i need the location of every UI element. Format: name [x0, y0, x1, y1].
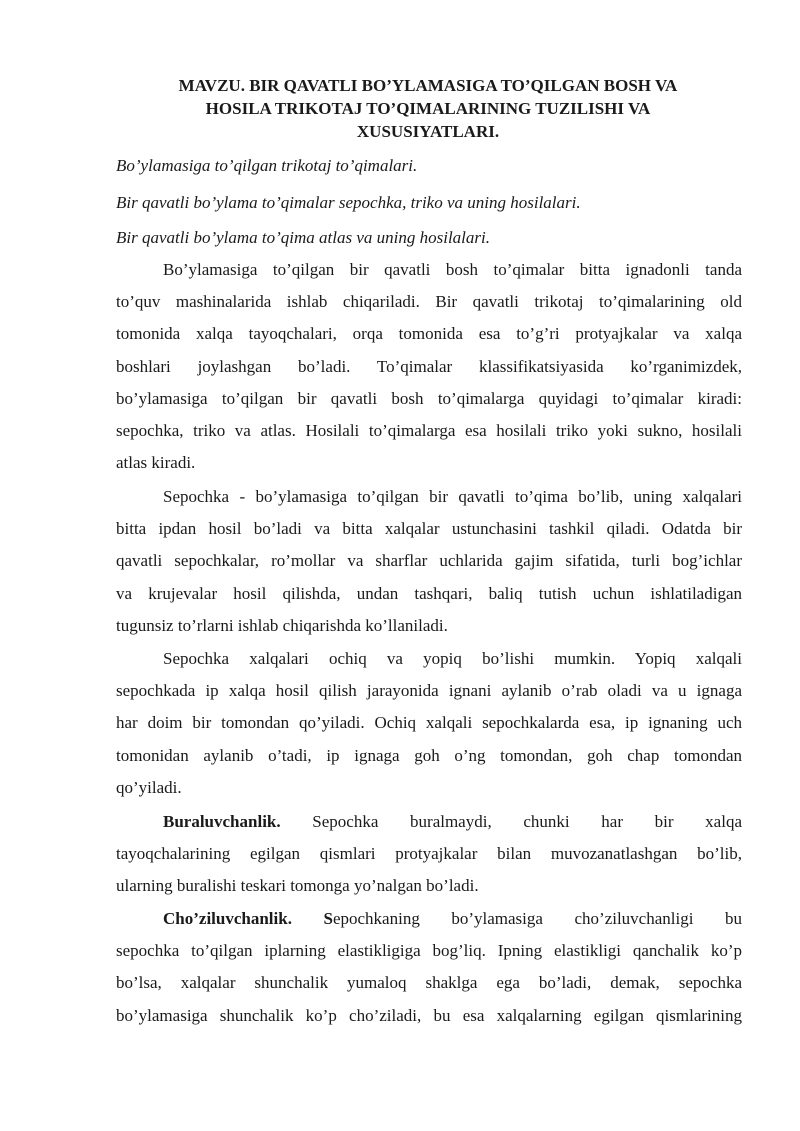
- document-title: [110, 74, 746, 143]
- title-line-1: MAVZU. BIR QAVATLI BO’YLAMASIGA TO’QILGAN BOSH VA: [178, 76, 678, 95]
- paragraph-line: sepochka, triko va atlas. Hosilali to’qimalarga esa hosilali triko yoki sukno, hosilali: [116, 420, 742, 440]
- paragraph-line: [116, 806, 742, 838]
- paragraph-line: Sepochka xalqalari ochiq va yopiq bo’lishi mumkin. Yopiq xalqali: [163, 649, 742, 668]
- paragraph-line: bo’ylamasiga shunchalik ko’p cho’ziladi, bu esa xalqalarning egilgan qismlarining: [116, 1005, 742, 1025]
- paragraph-line: va krujevalar hosil qilishda, undan tashqari, baliq tutish uchun ishlatiladigan: [116, 583, 742, 603]
- paragraph-line: bitta ipdan hosil bo’ladi va bitta xalqalar ustunchasini tashkil qiladi. Odatda bir: [116, 519, 742, 539]
- paragraph-line: qavatli sepochkalar, ro’mollar va sharflar uchlarida gajim sifatida, turli bog’ichlar: [116, 551, 742, 571]
- paragraph-line: Sepochka - bo’ylamasiga to’qilgan bir qavatli to’qima bo’lib, uning xalqalari: [163, 487, 742, 506]
- paragraph-5: [116, 903, 742, 1032]
- paragraph-line: tomonidan aylanib o’tadi, ip ignaga goh o’ng tomondan, goh chap tomondan: [116, 745, 742, 765]
- paragraph-line: bo’ylamasiga to’qilgan bir qavatli bosh to’qimalarga quyidagi to’qimalar kiradi:: [116, 388, 742, 408]
- paragraph-line: bo’lsa, xalqalar shunchalik yumaloq shaklga ega bo’ladi, demak, sepochka: [116, 973, 742, 993]
- paragraph-line: boshlari joylashgan bo’ladi. To’qimalar klassifikatsiyasida ko’rganimizdek,: [116, 356, 742, 376]
- paragraph-line: to’quv mashinalarida ishlab chiqariladi. Bir qavatli trikotaj to’qimalarining old: [116, 292, 742, 312]
- paragraph-3: [116, 643, 742, 804]
- paragraph-line: tayoqchalarining egilgan qismlari protyajkalar bilan muvozanatlashgan bo’lib,: [116, 844, 742, 864]
- title-line-2: HOSILA TRIKOTAJ TO’QIMALARINING TUZILISHI VA: [205, 99, 651, 118]
- paragraph-line: sepochka to’qilgan iplarning elastikligiga bog’liq. Ipning elastikligi qanchalik ko’p: [116, 941, 742, 961]
- paragraph-line: sepochkada ip xalqa hosil qilish jarayonida ignani aylanib o’rab oladi va u ignaga: [116, 681, 742, 701]
- paragraph-line: [116, 903, 742, 935]
- paragraph-4: [116, 806, 742, 903]
- paragraph-2: [116, 481, 742, 642]
- subtitle-3: Bir qavatli bo’ylama to’qima atlas va uning hosilalari.: [116, 228, 490, 247]
- title-line-3: XUSUSIYATLARI.: [356, 122, 500, 141]
- paragraph-line: qo’yiladi.: [116, 777, 182, 797]
- paragraph-line: Bo’ylamasiga to’qilgan bir qavatli bosh to’qimalar bitta ignadonli tanda: [163, 260, 742, 279]
- buraluvchanlik-heading: Buraluvchanlik.: [163, 812, 281, 831]
- paragraph-1: [116, 254, 742, 479]
- bold-letter: S: [291, 909, 333, 928]
- choziluvchanlik-heading: Cho’ziluvchanlik.: [163, 909, 292, 928]
- paragraph-line: tomonida xalqa tayoqchalari, orqa tomonida esa to’g’ri protyajkalar va xalqa: [116, 324, 742, 344]
- paragraph-line: ularning buralishi teskari tomonga yo’nalgan bo’ladi.: [116, 876, 479, 896]
- paragraph-line: tugunsiz to’rlarni ishlab chiqarishda ko’llaniladi.: [116, 615, 448, 635]
- paragraph-line: har doim bir tomondan qo’yiladi. Ochiq xalqali sepochkalarda esa, ip ignaning uch: [116, 713, 742, 733]
- subtitle-2: Bir qavatli bo’ylama to’qimalar sepochka, triko va uning hosilalari.: [116, 193, 581, 212]
- paragraph-text: epochkaning bo’ylamasiga cho’ziluvchanligi bu: [332, 909, 742, 928]
- paragraph-text: Sepochka buralmaydi, chunki har bir xalqa: [280, 812, 742, 831]
- paragraph-line: atlas kiradi.: [116, 453, 196, 473]
- subtitle-1: Bo’ylamasiga to’qilgan trikotaj to’qimalari.: [116, 156, 418, 175]
